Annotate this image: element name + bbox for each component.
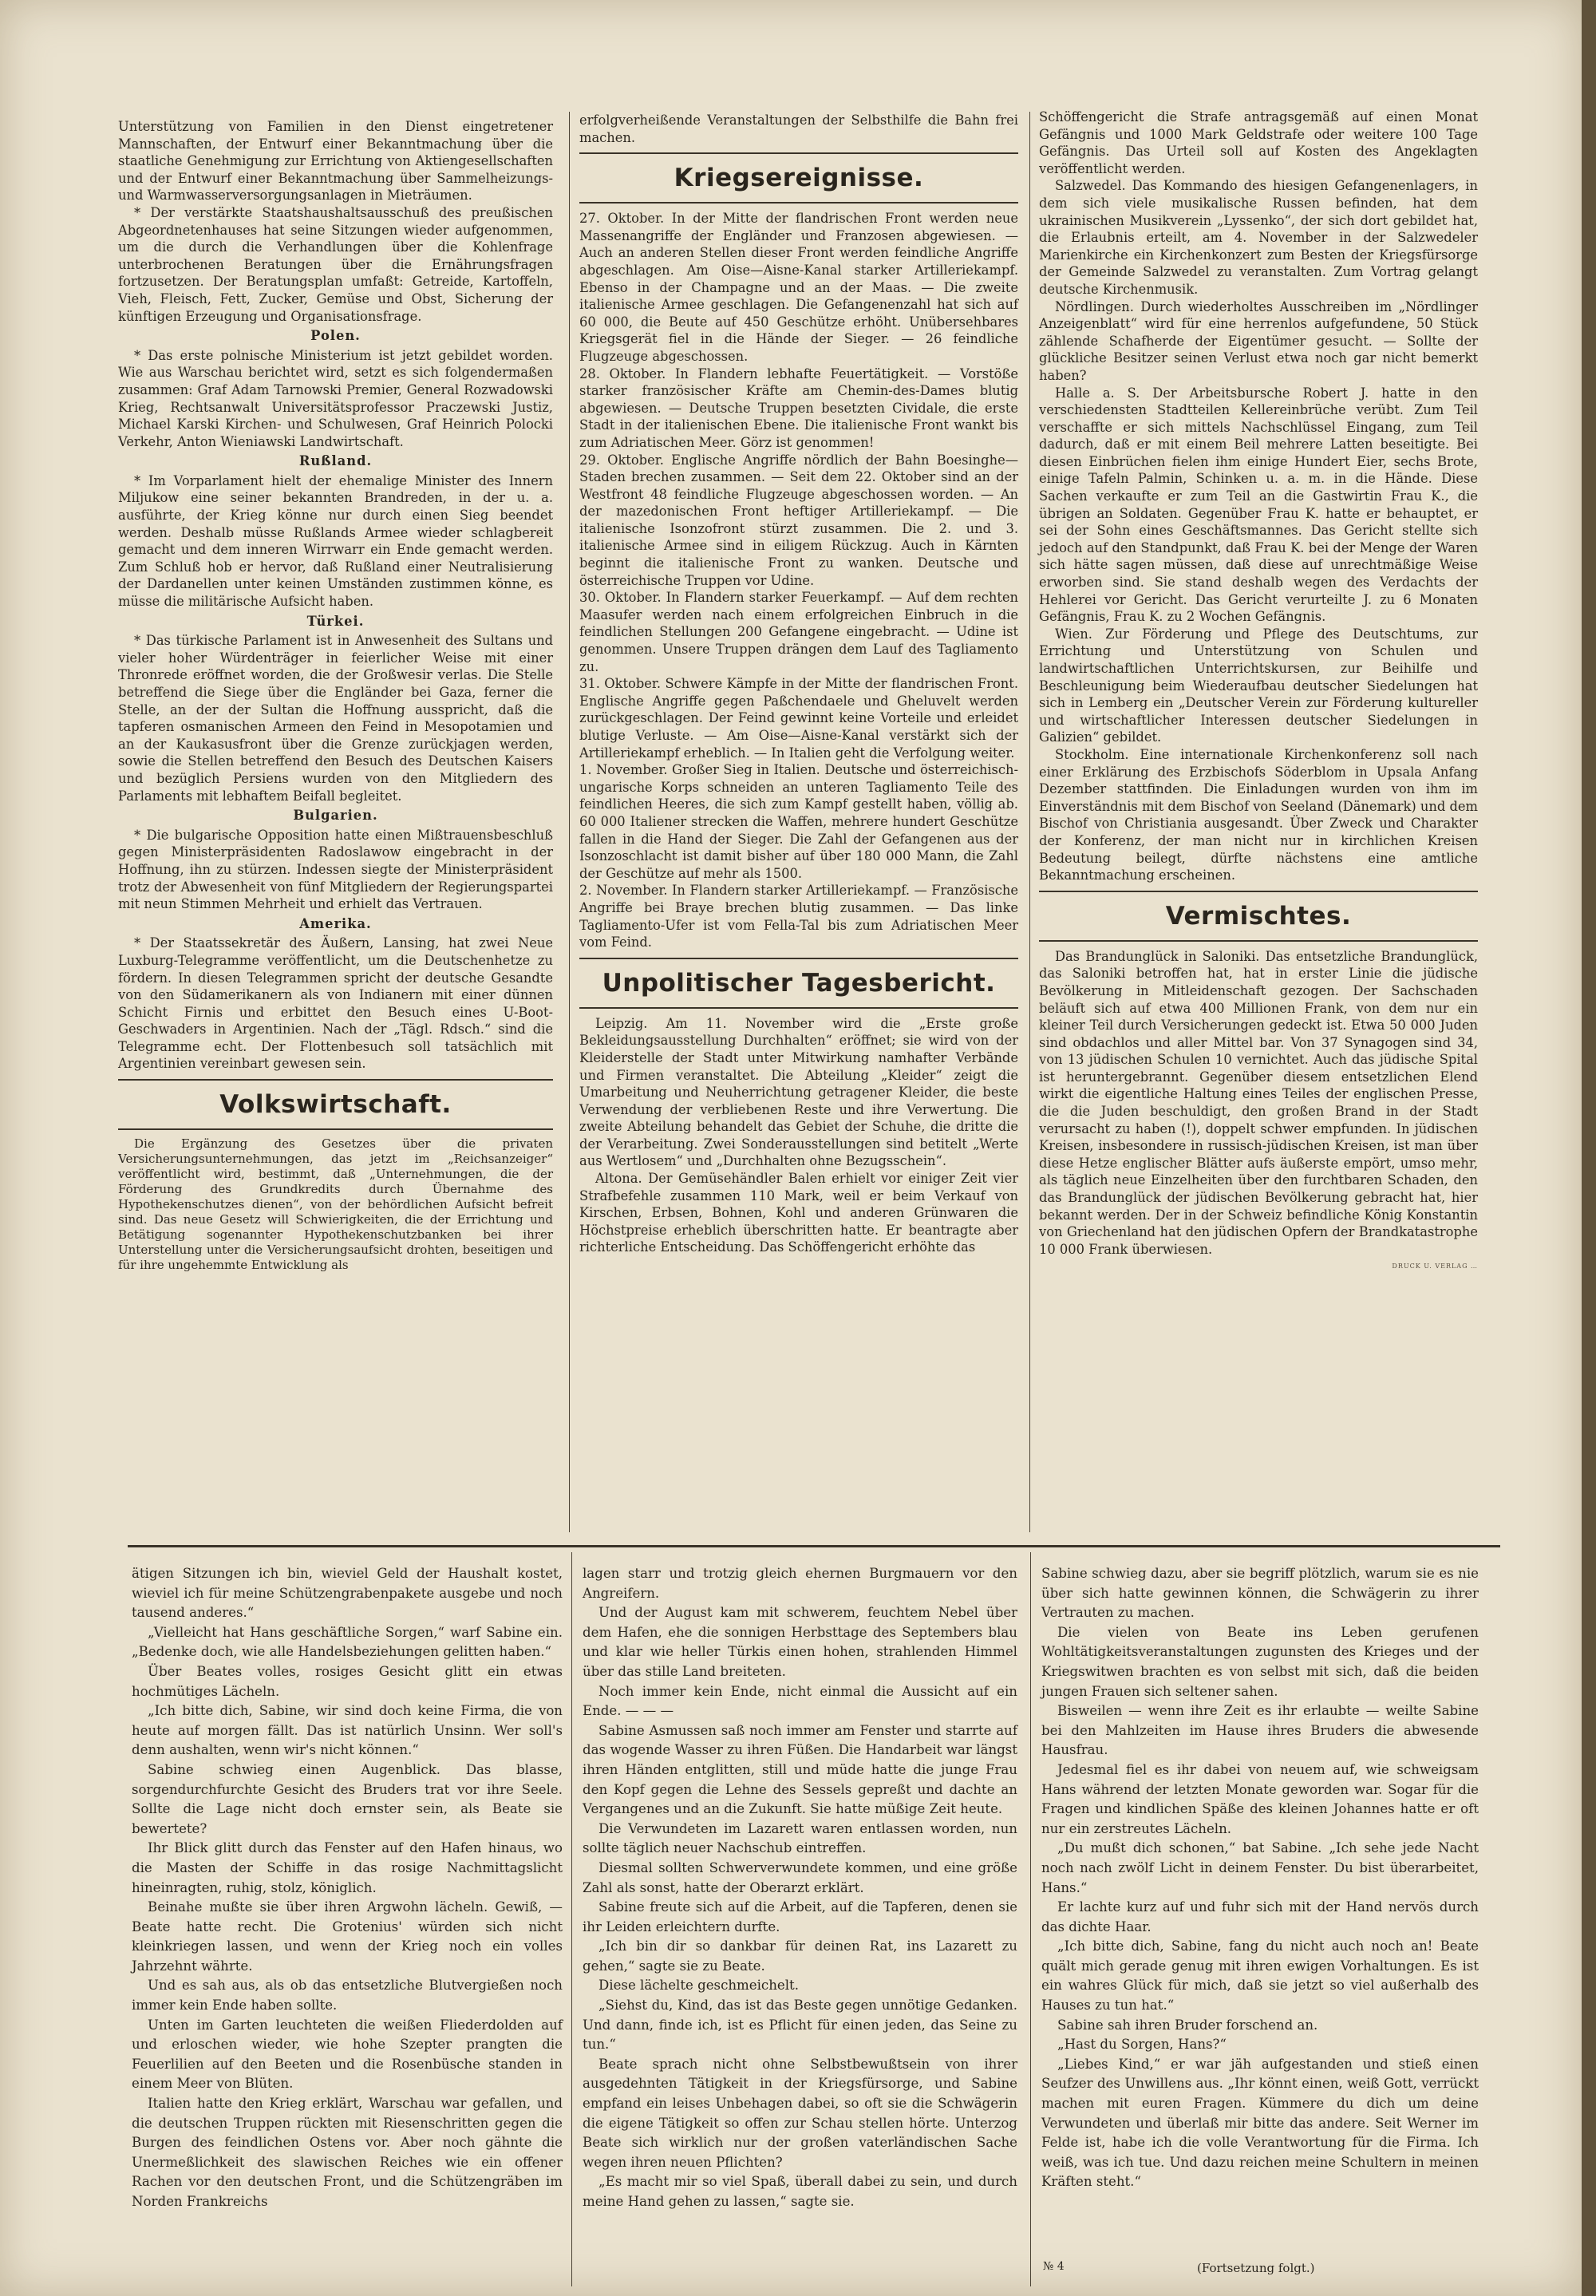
story-paragraph: Ihr Blick glitt durch das Fenster auf den Hafen hinaus, wo die Masten der Schiffe in das rosige Nachmittagslicht hineinragten, ruhig, stolz, königlich. [132, 1840, 563, 1895]
section-heading-amerika: Amerika. [299, 915, 372, 931]
paragraph: Leipzig. Am 11. November wird die „Erste große Bekleidungsausstellung Durchhalten“ eröffnet; sie wird von der Kleiderstelle der Stadt unter Mitwirkung namhafter Verbände und Firmen veranstaltet. Die Abteilung „Kleider“ zeigt die Umarbeitung und Neuherrichtung getragener Kleider, die beste Verwendung der verbliebenen Reste und ihre Verwertung. Die zweite Abteilung behandelt das Gebiet der Schuhe, die dritte die der Verarbeitung. Zwei Sonderausstellungen sind betitelt „Werte aus Wertlosem“ und „Durchhalten ohne Bezugsschein“. [579, 1015, 1018, 1169]
headline-kriegsereignisse: Kriegsereignisse. [674, 164, 924, 193]
story-paragraph: Diese lächelte geschmeichelt. [598, 1978, 799, 1994]
divider [1039, 891, 1478, 892]
story-paragraph: Jedesmal fiel es ihr dabei von neuem auf, wie schweigsam Hans während der letzten Monate geworden war. Sogar für die Fragen und kindlichen Späße des kleinen Johannes hatte er oft nur ein zerstreutes Lächeln. [1041, 1761, 1479, 1836]
war-report: 1. November. Großer Sieg in Italien. Deutsche und österreichisch-ungarische Korps schneiden an unteren Tagliamento Teile des feindlichen Heeres, die sich zum Kampf gestellt haben, völlig ab. 60 000 Italiener strecken die Waffen, mehrere hundert Geschütze fallen in die Hand der Sieger. Die Zahl der Gefangenen aus der Isonzoschlacht ist damit bisher auf über 180 000 Mann, die Zahl der Geschütze auf mehr als 1500. [579, 762, 1018, 881]
story-paragraph: „Du mußt dich schonen,“ bat Sabine. „Ich sehe jede Nacht noch nach zwölf Licht in deinem Fenster. Du bist überarbeitet, Hans.“ [1041, 1840, 1479, 1895]
issue-number: № 4 [1043, 2260, 1065, 2273]
column-rule [571, 1552, 572, 2286]
paragraph: Altona. Der Gemüsehändler Balen erhielt vor einiger Zeit vier Strafbefehle zusammen 110 Mark, weil er beim Verkauf von Kirschen, Erbsen, Bohnen, Kohl und anderen Grünwaren die Höchstpreise erheblich überschritten hatte. Er beantragte aber richterliche Entscheidung. Das Schöffengericht erhöhte das [579, 1171, 1018, 1255]
paragraph: * Der Staatssekretär des Äußern, Lansing, hat zwei Neue Luxburg-Telegramme veröffentlicht, um die Deutschenhetze zu fördern. In diesen Telegrammen spricht der deutsche Gesandte von den Südamerikanern als von Indianern mit einer dünnen Schicht Firnis und erbittet den Besuch eines U-Boot-Geschwaders in Argentinien. Nach der „Tägl. Rdsch.“ sind die Telegramme echt. Der Flottenbesuch soll tatsächlich mit Argentinien vereinbart gewesen sein. [118, 935, 553, 1072]
story-column-3 [1041, 1564, 1479, 2192]
story-paragraph: Und der August kam mit schwerem, feuchtem Nebel über dem Hafen, ehe die sonnigen Herbsttage des Septembers blau und klar wie heller Türkis einen hohen, strahlenden Himmel über das stille Land breiteten. [583, 1605, 1017, 1679]
paragraph: Das Brandunglück in Saloniki. Das entsetzliche Brandunglück, das Saloniki betroffen hat, hat in erster Linie die jüdische Bevölkerung in Mitleidenschaft gezogen. Der Sachschaden beläuft sich auf etwa 400 Millionen Frank, von dem nur ein kleiner Teil durch Versicherungen gedeckt ist. Etwa 50 000 Juden sind obdachlos und aller Mittel bar. Von 37 Synagogen sind 34, von 13 jüdischen Schulen 10 vernichtet. Auch das jüdische Spital ist heruntergebrannt. Gegenüber diesem entsetzlichen Elend wirkt die eigentliche Haltung eines Teiles der englischen Presse, die die Juden beschuldigt, den großen Brand in der Stadt verursacht zu haben (!), doppelt schwer empfunden. In jüdischen Kreisen, insbesondere in russisch-jüdischen Kreisen, ist man über diese Hetze englischer Blätter aufs äußerste empört, umso mehr, als täglich neue Einzelheiten über den furchtbaren Schaden, den das Brandunglück der jüdischen Bevölkerung gebracht hat, hier bekannt werden. Der in der Schweiz befindliche König Konstantin von Griechenland hat den jüdischen Opfern der Brandkatastrophe 10 000 Frank überwiesen. [1039, 948, 1478, 1257]
story-paragraph: Bisweilen — wenn ihre Zeit es ihr erlaubte — weilte Sabine bei den Mahlzeiten im Hause ihres Bruders die abwesende Hausfrau. [1041, 1703, 1479, 1758]
section-heading-polen: Polen. [310, 328, 361, 344]
story-column-2 [583, 1564, 1017, 2212]
war-report: 29. Oktober. Englische Angriffe nördlich der Bahn Boesinghe—Staden brechen zusammen. — Seit dem 22. Oktober sind an der Westfront 48 feindliche Flugzeuge abgeschossen worden. — An der mazedonischen Front heftiger Artilleriekampf. — Die italienische Isonzofront stürzt zusammen. Die 2. und 3. italienische Armee sind in eiligem Rückzug. Auch in Kärnten beginnt die italienische Front zu wanken. Deutsche und österreichische Truppen vor Udine. [579, 452, 1018, 588]
section-heading-tuerkei: Türkei. [306, 613, 365, 629]
war-report: 30. Oktober. In Flandern starker Feuerkampf. — Auf dem rechten Maasufer werden nach einem erfolgreichen Einbruch in die feindlichen Stellungen 200 Gefangene eingebracht. — Udine ist genommen. Unsere Truppen drängen dem Lauf des Tagliamento zu. [579, 590, 1018, 674]
divider [1039, 940, 1478, 942]
war-report: 28. Oktober. In Flandern lebhafte Feuertätigkeit. — Vorstöße starker französischer Kräfte am Chemin-des-Dames blutig abgewiesen. — Deutsche Truppen besetzten Cividale, die erste Stadt in der italienischen Ebene. Die italienische Front wankt bis zum Adriatischen Meer. Görz ist genommen! [579, 366, 1018, 450]
paragraph: * Im Vorparlament hielt der ehemalige Minister des Innern Miljukow eine seiner bekannten Brandreden, in der u. a. ausführte, der Krieg könne nur durch einen Sieg beendet werden. Deshalb müsse Rußlands Armee wieder schlagbereit gemacht und dem inneren Wirrwarr ein Ende gemacht werden. Zum Schluß hob er hervor, daß Rußland einer Neutralisierung der Dardanellen unter keinen Umständen zustimmen könne, es müsse die militärische Aufsicht haben. [118, 472, 553, 610]
story-paragraph: Diesmal sollten Schwerverwundete kommen, und eine größe Zahl als sonst, hatte der Oberarzt erklärt. [583, 1859, 1017, 1895]
paragraph: erfolgverheißende Veranstaltungen der Selbsthilfe die Bahn frei machen. [579, 113, 1018, 145]
headline-volkswirtschaft: Volkswirtschaft. [219, 1090, 452, 1120]
column-1 [118, 118, 553, 1273]
story-paragraph: Er lachte kurz auf und fuhr sich mit der Hand nervös durch das dichte Haar. [1041, 1899, 1479, 1934]
column-rule [1030, 1552, 1031, 2286]
story-paragraph: Und es sah aus, als ob das entsetzliche Blutvergießen noch immer kein Ende haben sollte. [132, 1978, 563, 2013]
column-rule [569, 112, 570, 1532]
column-2 [579, 112, 1018, 1256]
paragraph: * Das türkische Parlament ist in Anwesenheit des Sultans und vieler hoher Würdenträger in feierlicher Weise mit einer Thronrede eröffnet worden, die der Großwesir verlas. Die Stelle betreffend die Siege über die Engländer bei Gaza, ferner die Stelle, an der der Sultan die Hoffnung ausspricht, daß die tapferen osmanischen Armeen den Feind in Mesopotamien und an der Kaukasusfront über die Grenze zurückjagen werden, sowie die Stellen betreffend den Besuch des Deutschen Kaisers und bezüglich Persiens wurden von den Mitgliedern des Parlaments mit lebhaftem Beifall begleitet. [118, 633, 553, 804]
story-paragraph: „Liebes Kind,“ er war jäh aufgestanden und stieß einen Seufzer des Unwillens aus. „Ihr könnt einen, weiß Gott, verrückt machen mit euren Fragen. Kümmere du dich um deine Verwundeten und überlaß mir bitte das andere. Seit Werner im Felde ist, habe ich die volle Verantwortung für die Firma. Ich weiß, was ich tue. Und dazu reichen meine Schultern in meinen Kräften steht.“ [1041, 2056, 1479, 2190]
story-paragraph: Beinahe mußte sie über ihren Argwohn lächeln. Gewiß, — Beate hatte recht. Die Grotenius' würden sich nicht kleinkriegen lassen, und wenn der Krieg noch ein volles Jahrzehnt währte. [132, 1899, 563, 1974]
section-heading-bulgarien: Bulgarien. [293, 808, 378, 824]
story-paragraph: Über Beates volles, rosiges Gesicht glitt ein etwas hochmütiges Lächeln. [132, 1663, 563, 1699]
story-paragraph: Sabine Asmussen saß noch immer am Fenster und starrte auf das wogende Wasser zu ihren Füßen. Die Handarbeit war längst ihren Händen entglitten, still und müde hatte die junge Frau den Kopf gegen die Lehne des Sessels gepreßt und dachte an Vergangenes und an die Zukunft. Sie hatte müßige Zeit heute. [583, 1722, 1017, 1817]
paragraph: Unterstützung von Familien in den Dienst eingetretener Mannschaften, der Entwurf einer Bekanntmachung über die staatliche Genehmigung zur Errichtung von Aktiengesellschaften und der Entwurf einer Bekanntmachung über Sammelheizungs- und Warmwasserversorgungsanlagen in Mieträumen. [118, 119, 553, 204]
paragraph: Die Ergänzung des Gesetzes über die privaten Versicherungsunternehmungen, das jetzt im „Reichsanzeiger“ veröffentlicht wird, bestimmt, daß „Unternehmungen, die der Förderung des Grundkredits durch Übernahme des Hypothekenschutzes dienen“, von der behördlichen Aufsicht befreit sind. Das neue Gesetz will Schwierigkeiten, die der Errichtung und Betätigung sogenannter Hypothekenschutzbanken bei ihrer Unterstellung unter die Versicherungsaufsicht drohten, beseitigen und für ihre ungehemmte Entwicklung als [118, 1136, 553, 1273]
paragraph: Salzwedel. Das Kommando des hiesigen Gefangenenlagers, in dem sich viele musikalische Russen befinden, hat dem ukrainischen Musikverein „Lyssenko“, der sich dort gebildet hat, die Erlaubnis erteilt, am 4. November in der Salzwedeler Marienkirche ein Kirchenkonzert zum Besten der Kriegsfürsorge der Gemeinde Salzwedel zu veranstalten. Zum Vortrag gelangt deutsche Kirchenmusik. [1039, 178, 1478, 297]
story-paragraph: Die vielen von Beate ins Leben gerufenen Wohltätigkeitsveranstaltungen zugunsten des Krieges und der Kriegswitwen brachten es von selbst mit sich, daß die beiden jungen Frauen sich seltener sahen. [1041, 1624, 1479, 1699]
war-report: 2. November. In Flandern starker Artilleriekampf. — Französische Angriffe bei Braye brechen blutig zusammen. — Das linke Tagliamento-Ufer ist vom Fella-Tal bis zum Adriatischen Meer vom Feind. [579, 883, 1018, 950]
divider [118, 1128, 553, 1130]
paragraph: Halle a. S. Der Arbeitsbursche Robert J. hatte in den verschiedensten Stadtteilen Kellereinbrüche verübt. Zum Teil verschaffte er sich mittels Nachschlüssel Eingang, zum Teil dadurch, daß er mit einem Beil mehrere Latten beseitigte. Bei diesen Einbrüchen fielen ihm einige Hundert Eier, sechs Brote, einige Tafeln Palmin, Schinken u. a. m. in die Hände. Diese Sachen verkaufte er zum Teil an die Gastwirtin Frau K., die übrigen an Soldaten. Gegenüber Frau K. hatte er behauptet, er sei der Sohn eines Geschäftsmannes. Das Gericht stellte sich jedoch auf den Standpunkt, daß Frau K. bei der Menge der Waren sich hätte sagen müssen, daß diese auf unrechtmäßige Weise erworben sind. Sie stand deshalb wegen des Verdachts der Hehlerei vor Gericht. Das Gericht verurteilte J. zu 6 Monaten Gefängnis, Frau K. zu 2 Wochen Gefängnis. [1039, 385, 1478, 625]
story-paragraph: Unten im Garten leuchteten die weißen Fliederdolden auf und erloschen wieder, wie hohe Szepter prangten die Feuerlilien auf den Beeten und die Rosenbüsche standen in einem Meer von Blüten. [132, 2017, 563, 2092]
divider [118, 1079, 553, 1081]
divider [579, 152, 1018, 154]
paragraph: * Das erste polnische Ministerium ist jetzt gebildet worden. Wie aus Warschau berichtet wird, setzt es sich folgendermaßen zusammen: Graf Adam Tarnowski Premier, General Rozwadowski Krieg, Rechtsanwalt Universitätsprofessor Praczewski Justiz, Michael Karski Kirchen- und Schulwesen, Graf Heinrich Polocki Verkehr, Anton Wieniawski Landwirtschaft. [118, 347, 553, 449]
column-3 [1039, 109, 1478, 1275]
story-paragraph: Sabine schwieg dazu, aber sie begriff plötzlich, warum sie es nie über sich hatte gewinnen können, die Schwägerin zu ihrer Vertrauten zu machen. [1041, 1566, 1479, 1621]
war-report: 31. Oktober. Schwere Kämpfe in der Mitte der flandrischen Front. Englische Angriffe gegen Paßchendaele und Gheluvelt werden zurückgeschlagen. Der Feind gewinnt keine Vorteile und erleidet blutige Verluste. — Am Oise—Aisne-Kanal verstärkt sich der Artilleriekampf erheblich. — In Italien geht die Verfolgung weiter. [579, 676, 1018, 761]
paragraph: * Der verstärkte Staatshaushaltsausschuß des preußischen Abgeordnetenhauses hat seine Sitzungen wieder aufgenommen, um die durch die Verhandlungen über die Kohlenfrage unterbrochenen Beratungen über die Ernährungsfragen fortzusetzen. Der Beratungsplan umfaßt: Getreide, Kartoffeln, Vieh, Fleisch, Fett, Zucker, Gemüse und Obst, Sicherung der künftigen Erzeugung und Organisationsfrage. [118, 204, 553, 324]
feuilleton-rule [128, 1545, 1500, 1547]
story-paragraph: Die Verwundeten im Lazarett waren entlassen worden, nun sollte täglich neuer Nachschub eintreffen. [583, 1820, 1017, 1856]
headline-unpolitischer-tagesbericht: Unpolitischer Tagesbericht. [602, 968, 996, 998]
section-heading-russland: Rußland. [298, 453, 373, 469]
divider [579, 202, 1018, 204]
story-paragraph: Sabine schwieg einen Augenblick. Das blasse, sorgendurchfurchte Gesicht des Bruders trat vor ihre Seele. Sollte die Lage nicht doch ernster sein, als Beate sie bewertete? [132, 1761, 563, 1836]
paragraph: Stockholm. Eine internationale Kirchenkonferenz soll nach einer Erklärung des Erzbischofs Söderblom in Upsala Anfang Dezember stattfinden. Die Einladungen wurden von ihm im Einverständnis mit dem Bischof von Seeland (Dänemark) und dem Bischof von Christiania ausgesandt. Über Zweck und Charakter der Konferenz, der man nicht nur in kirchlichen Kreisen Bedeutung beilegt, dürfte nächstens eine amtliche Bekanntmachung erscheinen. [1039, 746, 1478, 883]
war-report: 27. Oktober. In der Mitte der flandrischen Front werden neue Massenangriffe der Engländer und Franzosen abgewiesen. — Auch an anderen Stellen dieser Front werden feindliche Angriffe abgeschlagen. Am Oise—Aisne-Kanal starker Artilleriekampf. Ebenso in der Champagne und an der Maas. — Die zweite italienische Armee geschlagen. Die Gefangenenzahl hat sich auf 60 000, die Beute auf 450 Geschütze erhöht. Unübersehbares Kriegsgerät fiel in die Hände der Sieger. — 26 feindliche Flugzeuge abgeschossen. [579, 211, 1018, 364]
headline-vermischtes: Vermischtes. [1165, 901, 1352, 931]
column-rule [1029, 112, 1030, 1532]
story-paragraph: „Ich bitte dich, Sabine, wir sind doch keine Firma, die von heute auf morgen fällt. Das ist natürlich Unsinn. Wer soll's denn aushalten, wenn wir's nicht können.“ [132, 1703, 563, 1758]
story-paragraph: „Ich bitte dich, Sabine, fang du nicht auch noch an! Beate quält mich gerade genug mit ihren ewigen Vorhaltungen. Es ist ein wahres Glück für mich, daß sie jetzt so viel außerhalb des Hauses zu tun hat.“ [1041, 1938, 1479, 2013]
story-paragraph: ätigen Sitzungen ich bin, wieviel Geld der Haushalt kostet, wieviel ich für meine Schützengrabenpakete ausgebe und noch tausend anderes.“ [132, 1566, 563, 1621]
story-paragraph: lagen starr und trotzig gleich ehernen Burgmauern vor den Angreifern. [583, 1566, 1017, 1601]
paragraph: Wien. Zur Förderung und Pflege des Deutschtums, zur Errichtung und Unterstützung von Schulen und landwirtschaftlichen Unterrichtskursen, zur Beihilfe und Beschleunigung beim Wiederaufbau deutscher Siedelungen hat sich in Lemberg ein „Deutscher Verein zur Förderung kultureller und wirtschaftlicher Interessen deutscher Siedelungen in Galizien“ gebildet. [1039, 626, 1478, 745]
story-paragraph: „Vielleicht hat Hans geschäftliche Sorgen,“ warf Sabine ein. „Bedenke doch, wie alle Handelsbeziehungen gelitten haben.“ [132, 1624, 563, 1660]
divider [579, 1007, 1018, 1009]
story-paragraph: „Siehst du, Kind, das ist das Beste gegen unnötige Gedanken. Und dann, finde ich, ist es Pflicht für einen jeden, das Seine zu tun.“ [583, 1998, 1017, 2053]
continuation-note: (Fortsetzung folgt.) [1197, 2261, 1315, 2275]
story-paragraph: „Hast du Sorgen, Hans?“ [1057, 2037, 1227, 2053]
paragraph: Schöffengericht die Strafe antragsgemäß auf einen Monat Gefängnis und 1000 Mark Geldstrafe oder weitere 100 Tage Gefängnis. Das Urteil soll auf Kosten des Angeklagten veröffentlicht werden. [1039, 109, 1478, 176]
story-paragraph: Noch immer kein Ende, nicht einmal die Aussicht auf ein Ende. — — — [583, 1683, 1017, 1719]
story-paragraph: Sabine sah ihren Bruder forschend an. [1057, 2017, 1318, 2033]
story-paragraph: Sabine freute sich auf die Arbeit, auf die Tapferen, denen sie ihr Leiden erleichtern durfte. [583, 1899, 1017, 1934]
paragraph: Nördlingen. Durch wiederholtes Ausschreiben im „Nördlinger Anzeigenblatt“ wird für eine herrenlos aufgefundene, 50 Stück zählende Schafherde der Eigentümer gesucht. — Sollte der glückliche Besitzer seinen Verlust etwa noch gar nicht bemerkt haben? [1039, 298, 1478, 383]
story-paragraph: Italien hatte den Krieg erklärt, Warschau war gefallen, und die deutschen Truppen rückten mit Riesenschritten gegen die Burgen des feindlichen Ostens vor. Aber noch gähnte die Unermeßlichkeit des slawischen Reiches wie ein offener Rachen vor den deutschen Front, und die Schützengräben im Norden Frankreichs [132, 2096, 563, 2209]
page-edge [1582, 0, 1596, 2296]
story-paragraph: „Es macht mir so viel Spaß, überall dabei zu sein, und durch meine Hand gehen zu lassen,“ sagte sie. [583, 2174, 1017, 2209]
story-paragraph: Beate sprach nicht ohne Selbstbewußtsein von ihrer ausgedehnten Tätigkeit in der Kriegsfürsorge, und Sabine empfand ein leises Unbehagen dabei, so oft sie die Schwägerin die eigene Tätigkeit so offen zur Schau stellen hörte. Unterzog Beate sich wirklich nur der großen vaterländischen Sache wegen ihren neuen Pflichten? [583, 2056, 1017, 2170]
story-column-1 [132, 1564, 563, 2212]
story-paragraph: „Ich bin dir so dankbar für deinen Rat, ins Lazarett zu gehen,“ sagte sie zu Beate. [583, 1938, 1017, 1974]
printer-imprint: DRUCK U. VERLAG … [1392, 1263, 1478, 1271]
divider [579, 958, 1018, 959]
paragraph: * Die bulgarische Opposition hatte einen Mißtrauensbeschluß gegen Ministerpräsidenten Radoslawow eingebracht in der Hoffnung, ihn zu stürzen. Indessen siegte der Ministerpräsident trotz der Abwesenheit von fünf Mitgliedern der Regierungspartei mit neun Stimmen Mehrheit und erhielt das Vertrauen. [118, 827, 553, 912]
